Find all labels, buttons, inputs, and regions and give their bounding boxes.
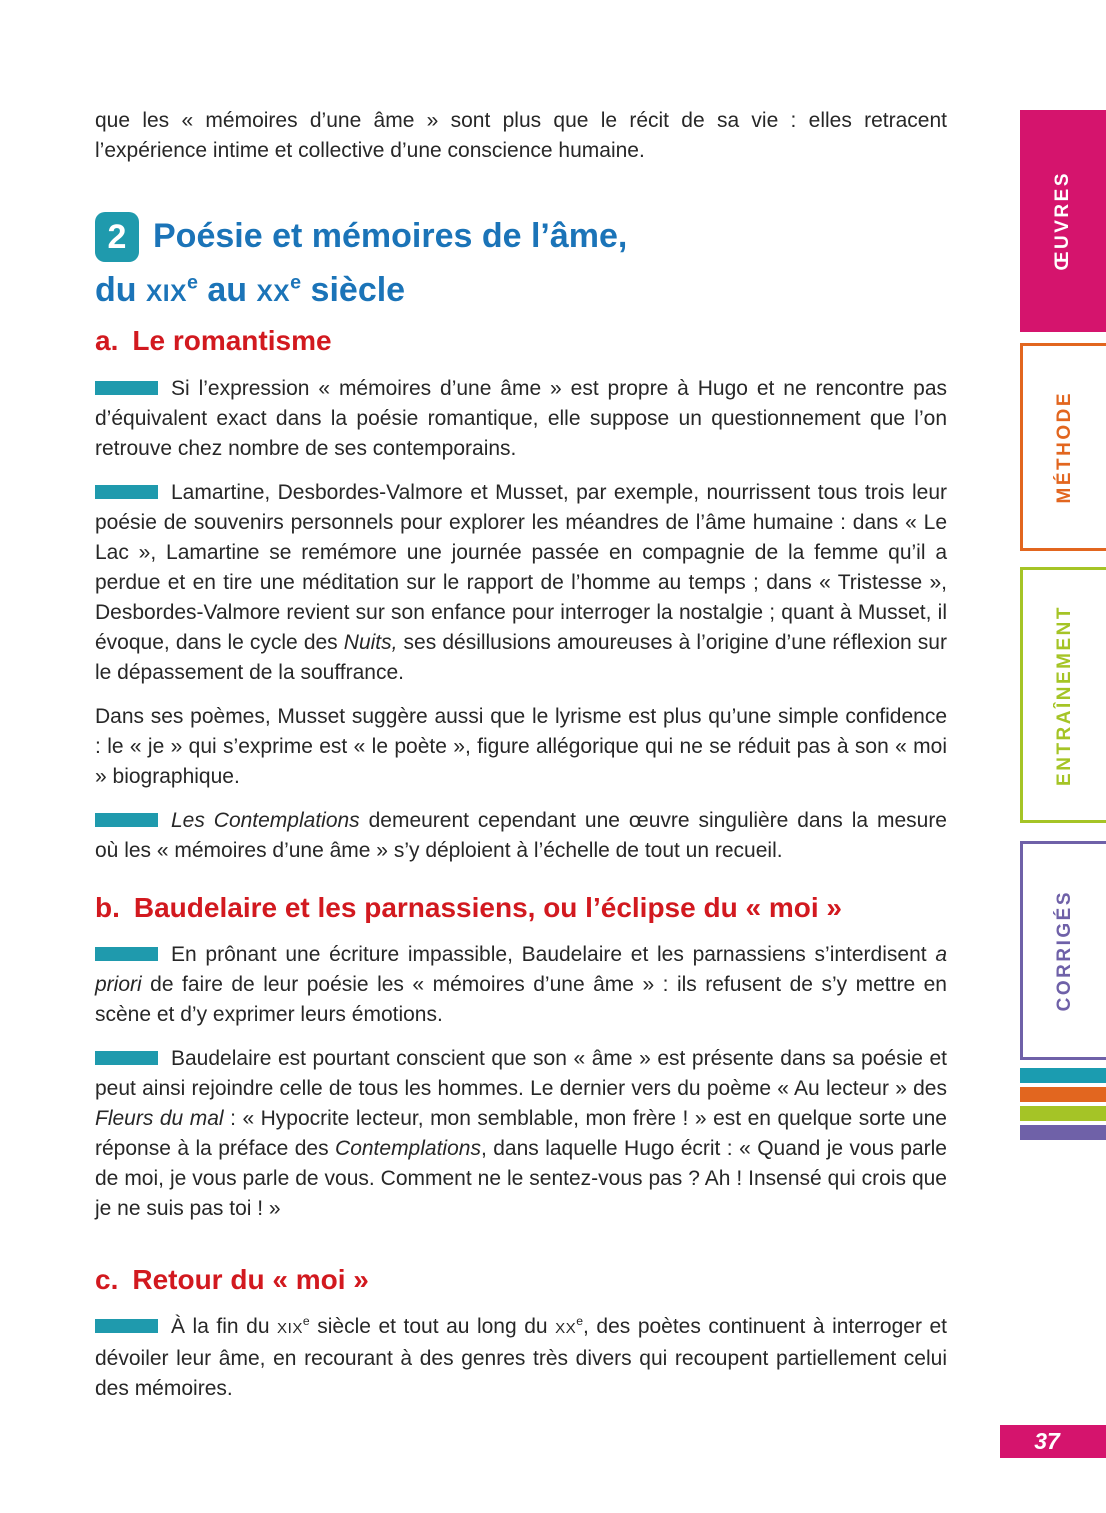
body-paragraph: Lamartine, Desbordes-Valmore et Musset, par exemple, nourrissent tous trois leur poésie de souvenirs personnels pour explorer les méandres de l’âme humaine : dans « Le Lac », Lamartine se remémore une journée passée en compagnie de la femme qu’il a perdue et en tire une méditation sur le rapport de l’homme au temps ; dans « Tristesse », Desbordes-Valmore revient sur son enfance pour interroger la nostalgie ; quant à Musset, il évoque, dans le cycle des Nuits, ses désillusions amoureuses à l’origine d’une réflexion sur le dépassement de la souffrance.	[95, 480, 947, 684]
color-stripe-purple	[1020, 1125, 1106, 1140]
paragraph-marker	[95, 813, 158, 827]
paragraph-marker	[95, 947, 158, 961]
tab-label: ŒUVRES	[1052, 171, 1073, 271]
tab-label: ENTRAÎNEMENT	[1053, 604, 1075, 786]
sidebar-tab-methode	[1020, 343, 1106, 551]
subsection-title: Le romantisme	[132, 325, 332, 357]
body-paragraph: Si l’expression « mémoires d’une âme » est propre à Hugo et ne rencontre pas d’équivalent exact dans la poésie romantique, elle suppose un questionnement que l’on retrouve chez nombre de ses contemporains.	[95, 376, 947, 460]
subsection-heading-b	[95, 892, 947, 924]
body-paragraph: Dans ses poèmes, Musset suggère aussi que le lyrisme est plus qu’une simple confidence : le « je » qui s’exprime est « le poète », figure allégorique qui ne se réduit pas à son « moi » biographique.	[95, 704, 947, 788]
section-title-line2: du XIXe au XXe siècle	[95, 271, 406, 309]
paragraph-marker	[95, 485, 158, 499]
paragraph-marker	[95, 1319, 158, 1333]
section-heading	[95, 212, 947, 309]
main-text-column	[95, 106, 947, 1418]
subsection-heading-c	[95, 1264, 947, 1296]
subsection-title: Baudelaire et les parnassiens, ou l’éclipse du « moi »	[133, 891, 842, 923]
color-stripe-teal	[1020, 1068, 1106, 1083]
body-paragraph: Les Contemplations demeurent cependant une œuvre singulière dans la mesure où les « mémoires d’une âme » s’y déploient à l’échelle de tout un recueil.	[95, 808, 947, 862]
paragraph-marker	[95, 1051, 158, 1065]
subsection-letter: a.	[95, 325, 119, 357]
intro-paragraph: que les « mémoires d’une âme » sont plus que le récit de sa vie : elles retracent l’expérience intime et collective d’une conscience humaine.	[95, 109, 947, 162]
sidebar-tab-oeuvres	[1020, 110, 1106, 332]
subsection-heading-a	[95, 325, 947, 357]
color-stripe-green	[1020, 1106, 1106, 1121]
body-paragraph: En prônant une écriture impassible, Baudelaire et les parnassiens s’interdisent a priori de faire de leur poésie les « mémoires d’une âme » : ils refusent de s’y mettre en scène et d’y exprimer leurs émotions.	[95, 942, 947, 1026]
tab-label: MÉTHODE	[1053, 390, 1075, 504]
sidebar-tab-corriges	[1020, 841, 1106, 1060]
paragraph-marker	[95, 381, 158, 395]
body-paragraph: À la fin du XIXe siècle et tout au long du XXe, des poètes continuent à interroger et dévoiler leur âme, en recourant à des genres très divers qui recoupent partiellement celui des mémoires.	[95, 1313, 947, 1400]
tab-label: CORRIGÉS	[1053, 889, 1075, 1012]
body-paragraph: Baudelaire est pourtant conscient que son « âme » est présente dans sa poésie et peut ainsi rejoindre celle de tous les hommes. Le dernier vers du poème « Au lecteur » des Fleurs du mal : « Hypocrite lecteur, mon semblable, mon frère ! » est en quelque sorte une réponse à la préface des Contemplations, dans laquelle Hugo écrit : « Quand je vous parle de moi, je vous parle de vous. Comment ne le sentez-vous pas ? Ah ! Insensé qui crois que je ne suis pas toi ! »	[95, 1046, 947, 1220]
sidebar-tab-entrainement	[1020, 567, 1106, 823]
page-number-badge: 37	[1000, 1425, 1106, 1458]
subsection-letter: b.	[95, 891, 120, 923]
subsection-title: Retour du « moi »	[132, 1263, 369, 1295]
color-stripe-orange	[1020, 1087, 1106, 1102]
subsection-letter: c.	[95, 1263, 119, 1295]
section-number-badge: 2	[95, 212, 139, 262]
section-title-line1: Poésie et mémoires de l’âme,	[153, 217, 628, 256]
